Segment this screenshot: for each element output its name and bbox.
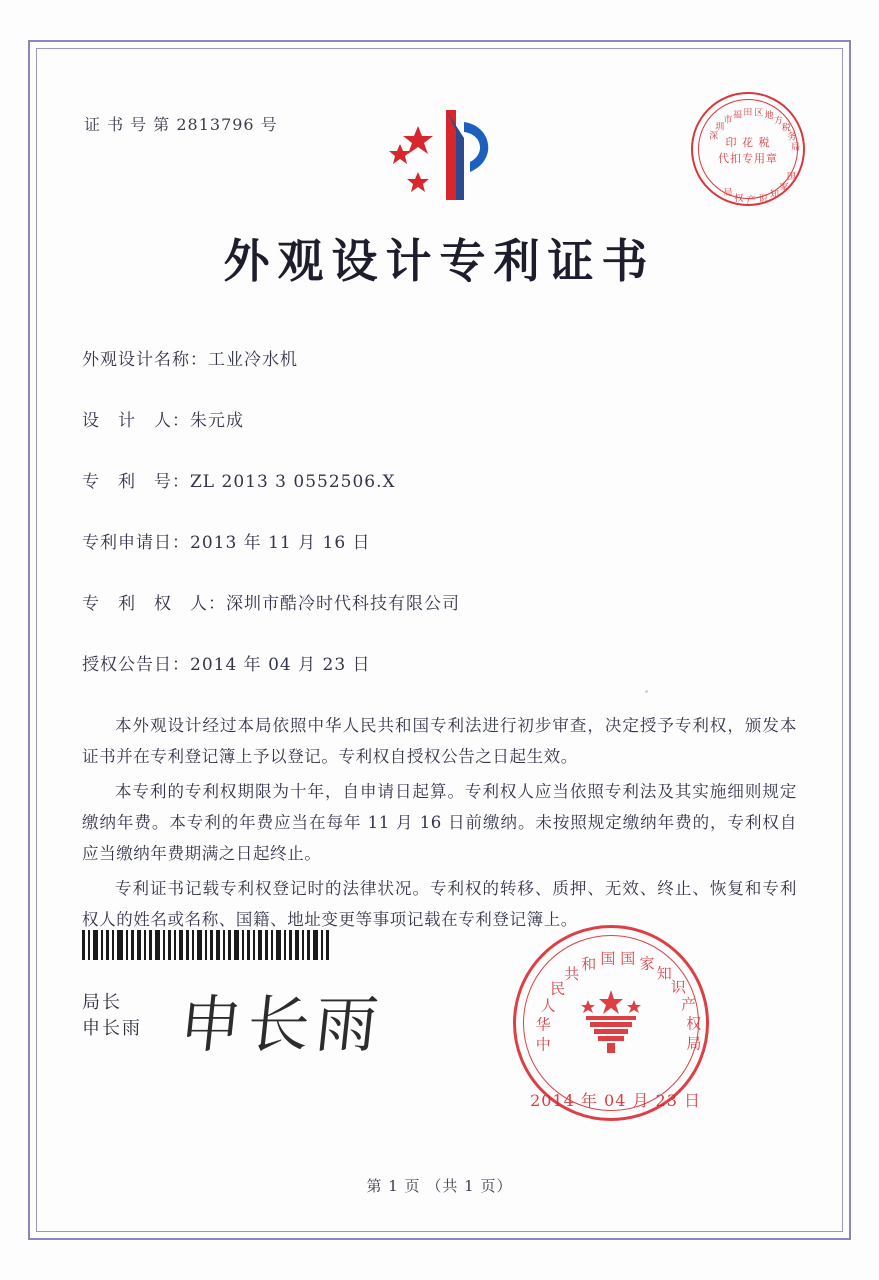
stamp-arc-bottom: 国 家 知 识 产 权 局 (723, 172, 796, 206)
field-value: 2013 年 11 月 16 日 (190, 533, 371, 553)
signature-block (82, 990, 142, 1042)
national-seal: 中 华 人 民 共 和 国 国 家 知 识 产 权 局 (513, 925, 709, 1121)
national-emblem-icon (574, 986, 648, 1060)
cnipa-logo-icon (360, 100, 520, 210)
field-label: 专 利 权 人： (82, 594, 226, 614)
signature-role: 局长 (82, 992, 122, 1013)
certificate-content (60, 70, 819, 1210)
barcode (82, 930, 332, 960)
field-design-name (82, 345, 797, 370)
field-value: ZL 2013 3 0552506.X (190, 472, 396, 492)
legal-text (82, 710, 797, 939)
field-value: 工业冷水机 (208, 350, 298, 370)
seal-date: 2014 年 04 月 23 日 (530, 1091, 701, 1110)
certificate-number: 证 书 号 第 2813796 号 (84, 115, 278, 134)
stamp-arc-top: 深 圳 市 福 田 区 地 方 税 务 局 (709, 108, 801, 153)
tax-stamp (691, 92, 805, 206)
field-application-date (82, 528, 797, 553)
field-label: 设 计 人： (82, 411, 190, 431)
field-value: 朱元成 (190, 411, 244, 431)
field-label: 专利申请日： (82, 533, 190, 553)
field-patentee (82, 589, 797, 614)
page-footer: 第 1 页 （共 1 页） (366, 1177, 513, 1195)
paragraph-2: 本专利的专利权期限为十年，自申请日起算。专利权人应当依照专利法及其实施细则规定缴纳年费。本专利的年费应当在每年 11 月 16 日前缴纳。未按照规定缴纳年费的，专利权自应当缴纳年费期满之日起终止。 (82, 782, 797, 863)
field-patent-number (82, 467, 797, 492)
field-label: 专 利 号： (82, 472, 190, 492)
field-value: 深圳市酷冷时代科技有限公司 (226, 594, 460, 614)
field-label: 授权公告日： (82, 655, 190, 675)
fields-list (82, 345, 797, 711)
stamp-line-2: 代扣专用章 (718, 152, 778, 165)
field-value: 2014 年 04 月 23 日 (190, 655, 371, 675)
paper-speck (645, 690, 648, 693)
paragraph-3: 专利证书记载专利权登记时的法律状况。专利权的转移、质押、无效、终止、恢复和专利权人的姓名或名称、国籍、地址变更等事项记载在专利登记簿上。 (82, 879, 797, 929)
stamp-line-1: 印 花 税 (725, 136, 771, 149)
signature-name: 申长雨 (82, 1018, 142, 1039)
page-title: 外观设计专利证书 (223, 234, 656, 288)
paragraph-1: 本外观设计经过本局依照中华人民共和国专利法进行初步审查，决定授予专利权，颁发本证书并在专利登记簿上予以登记。专利权自授权公告之日起生效。 (82, 716, 797, 766)
field-designer (82, 406, 797, 431)
handwritten-signature: 申长雨 (175, 988, 388, 1061)
field-label: 外观设计名称： (82, 350, 208, 370)
field-grant-date (82, 650, 797, 675)
